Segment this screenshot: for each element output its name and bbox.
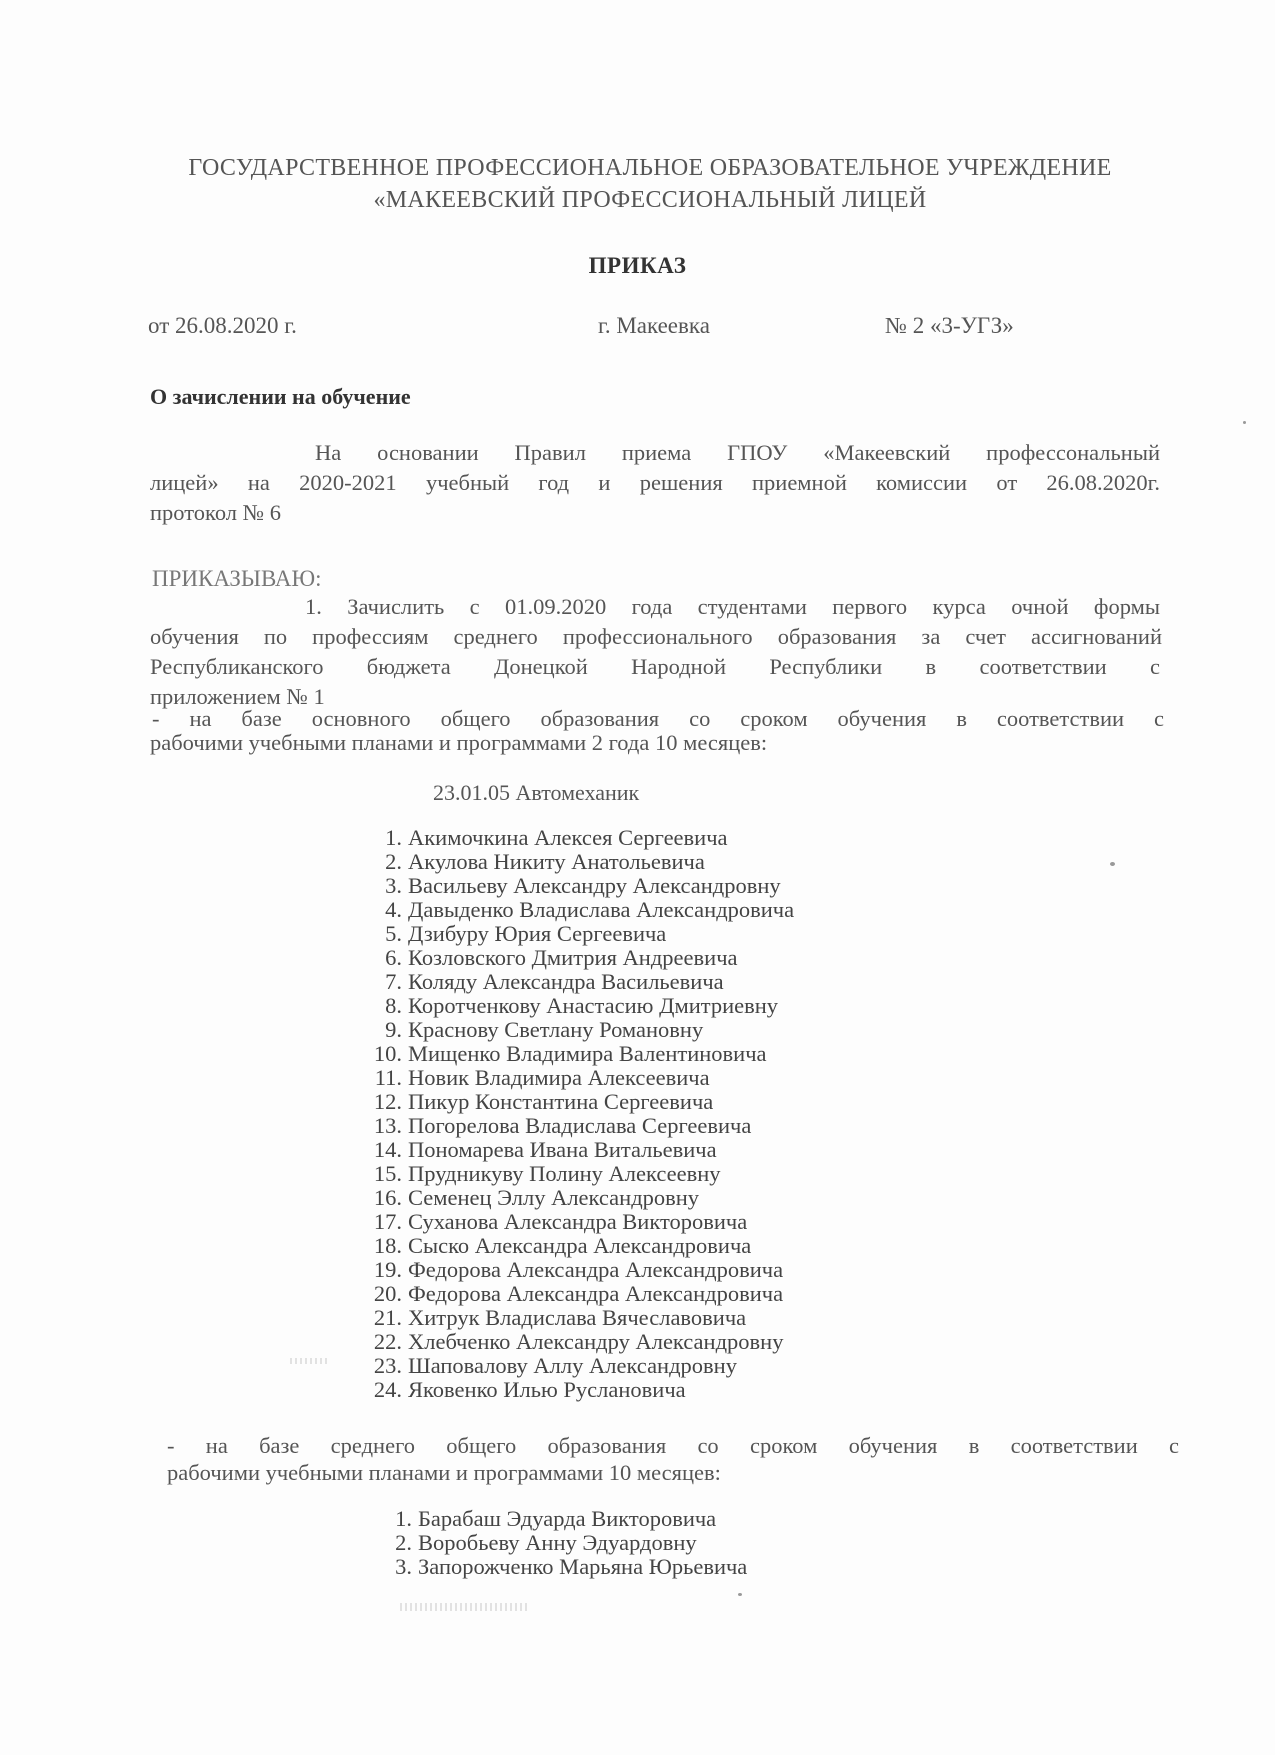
student-number: 3. <box>395 1554 412 1579</box>
student-list-item <box>372 1555 747 1579</box>
student-number: 16. <box>373 1185 402 1210</box>
student-number: 2. <box>385 849 402 874</box>
student-list-item <box>362 1378 794 1402</box>
item1-line-3: Республиканского бюджета Донецкой Народной Республики в соответствии с <box>150 654 1160 679</box>
student-name: Дзибуру Юрия Сергеевича <box>408 921 667 946</box>
student-number: 5. <box>385 921 402 946</box>
item1-line-2: обучения по профессиям среднего профессионального образования за счет ассигнований <box>150 624 1162 649</box>
student-name: Козловского Дмитрия Андреевича <box>408 945 738 970</box>
student-name: Хлебченко Александру Александровну <box>408 1329 784 1354</box>
student-list-item <box>362 1090 794 1114</box>
student-name: Погорелова Владислава Сергеевича <box>408 1113 752 1138</box>
student-number: 2. <box>395 1530 412 1555</box>
order-subject: О зачислении на обучение <box>150 384 411 409</box>
item1-line-1: 1. Зачислить с 01.09.2020 года студентами первого курса очной формы <box>305 594 1160 619</box>
student-list-item <box>362 1018 794 1042</box>
order-date: от 26.08.2020 г. <box>148 313 297 338</box>
student-number: 1. <box>395 1506 412 1531</box>
scan-smudge <box>290 1358 330 1364</box>
group2-line-1: - на базе среднего общего образования со сроком обучения в соответствии с <box>167 1433 1179 1458</box>
student-list-item <box>362 1234 794 1258</box>
student-list-item <box>362 922 794 946</box>
student-number: 20. <box>373 1281 402 1306</box>
student-number: 17. <box>373 1209 402 1234</box>
student-number: 21. <box>373 1305 402 1330</box>
student-number: 18. <box>373 1233 402 1258</box>
student-name: Сыско Александра Александровича <box>408 1233 752 1258</box>
student-list-item <box>362 1330 794 1354</box>
student-list-item <box>362 826 794 850</box>
specialty-code: 23.01.05 Автомеханик <box>433 780 640 805</box>
student-list-item <box>372 1531 747 1555</box>
student-name: Прудникуву Полину Алексеевну <box>408 1161 721 1186</box>
student-list-item <box>362 1066 794 1090</box>
student-name: Пикур Константина Сергеевича <box>408 1089 714 1114</box>
group2-line-2: рабочими учебными планами и программами 10 месяцев: <box>167 1460 721 1485</box>
student-name: Мищенко Владимира Валентиновича <box>408 1041 767 1066</box>
student-list-item <box>362 850 794 874</box>
basis-line-1: На основании Правил приема ГПОУ «Макеевский профессональный <box>315 440 1160 465</box>
student-list-item <box>362 1282 794 1306</box>
student-name: Яковенко Илью Руслановича <box>408 1377 686 1402</box>
student-name: Воробьеву Анну Эдуардовну <box>418 1530 697 1555</box>
basis-line-2: лицей» на 2020-2021 учебный год и решения приемной комиссии от 26.08.2020г. <box>150 470 1160 495</box>
document-title: ПРИКАЗ <box>588 253 687 278</box>
student-name: Акимочкина Алексея Сергеевича <box>408 825 728 850</box>
student-list-item <box>362 1138 794 1162</box>
student-list-item <box>362 1162 794 1186</box>
student-list-item <box>362 1114 794 1138</box>
student-number: 15. <box>373 1161 402 1186</box>
item1-line-4: приложением № 1 <box>150 684 325 709</box>
basis-line-3: протокол № 6 <box>150 500 281 525</box>
student-list-item <box>362 970 794 994</box>
student-number: 22. <box>373 1329 402 1354</box>
student-number: 6. <box>385 945 402 970</box>
student-number: 3. <box>385 873 402 898</box>
student-number: 23. <box>373 1353 402 1378</box>
student-list-item <box>362 994 794 1018</box>
student-name: Запорожченко Марьяна Юрьевича <box>418 1554 748 1579</box>
student-number: 12. <box>373 1089 402 1114</box>
student-name: Васильеву Александру Александровну <box>408 873 781 898</box>
student-list-item <box>362 1354 794 1378</box>
student-name: Суханова Александра Викторовича <box>408 1209 748 1234</box>
student-list-item <box>362 1210 794 1234</box>
student-list-item <box>362 1186 794 1210</box>
student-name: Коротченкову Анастасию Дмитриевну <box>408 993 779 1018</box>
student-list-item <box>362 874 794 898</box>
student-name: Коляду Александра Васильевича <box>408 969 724 994</box>
group1-line-2: рабочими учебными планами и программами 2 года 10 месяцев: <box>150 730 768 755</box>
student-number: 8. <box>385 993 402 1018</box>
student-list-2 <box>372 1507 747 1579</box>
student-number: 13. <box>373 1113 402 1138</box>
student-name: Акулова Никиту Анатольевича <box>408 849 705 874</box>
student-number: 24. <box>373 1377 402 1402</box>
student-name: Федорова Александра Александровича <box>408 1257 784 1282</box>
student-name: Новик Владимира Алексеевича <box>408 1065 710 1090</box>
student-name: Краснову Светлану Романовну <box>408 1017 704 1042</box>
student-number: 1. <box>385 825 402 850</box>
student-list-item <box>372 1507 747 1531</box>
group1-line-1: - на базе основного общего образования со сроком обучения в соответствии с <box>152 706 1164 731</box>
student-name: Давыденко Владислава Александровича <box>408 897 795 922</box>
order-word: ПРИКАЗЫВАЮ: <box>152 566 322 591</box>
student-number: 4. <box>385 897 402 922</box>
order-city: г. Макеевка <box>598 313 710 338</box>
student-number: 19. <box>373 1257 402 1282</box>
student-list-item <box>362 1258 794 1282</box>
student-list-item <box>362 1306 794 1330</box>
student-number: 9. <box>385 1017 402 1042</box>
student-name: Семенец Эллу Александровну <box>408 1185 700 1210</box>
org-name-line2: «МАКЕЕВСКИЙ ПРОФЕССИОНАЛЬНЫЙ ЛИЦЕЙ <box>373 187 927 213</box>
student-number: 14. <box>373 1137 402 1162</box>
student-list-item <box>362 898 794 922</box>
scan-speck <box>1110 862 1115 866</box>
scan-speck <box>738 1593 742 1596</box>
scan-smudge <box>400 1603 530 1611</box>
org-name-line1: ГОСУДАРСТВЕННОЕ ПРОФЕССИОНАЛЬНОЕ ОБРАЗОВАТЕЛЬНОЕ УЧРЕЖДЕНИЕ <box>188 155 1112 181</box>
student-number: 10. <box>373 1041 402 1066</box>
student-list-1 <box>362 826 794 1402</box>
order-number: № 2 «3-УГЗ» <box>885 313 1014 338</box>
student-name: Шаповалову Аллу Александровну <box>408 1353 737 1378</box>
student-list-item <box>362 946 794 970</box>
student-name: Пономарева Ивана Витальевича <box>408 1137 717 1162</box>
student-name: Хитрук Владислава Вячеславовича <box>408 1305 747 1330</box>
student-list-item <box>362 1042 794 1066</box>
scan-speck <box>1243 421 1246 424</box>
student-name: Барабаш Эдуарда Викторовича <box>418 1506 717 1531</box>
student-name: Федорова Александра Александровича <box>408 1281 784 1306</box>
student-number: 7. <box>385 969 402 994</box>
student-number: 11. <box>374 1065 402 1090</box>
